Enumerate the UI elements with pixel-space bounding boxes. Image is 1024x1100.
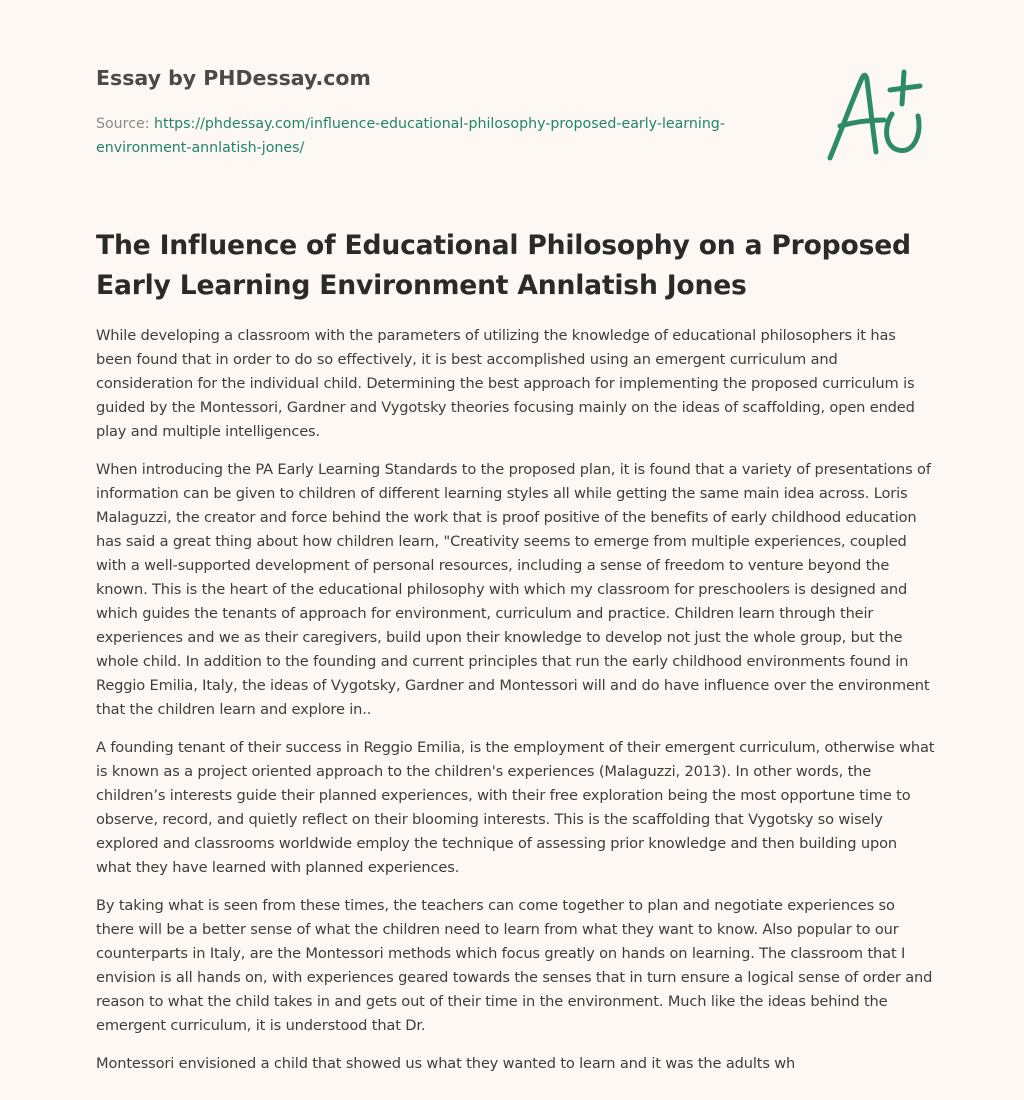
page-header	[96, 64, 776, 160]
source-label: Source:	[96, 116, 155, 132]
essay-paragraph: When introducing the PA Early Learning Standards to the proposed plan, it is found that a variety of presentations of information can be given to children of different learning styles all while getting the same main idea across. Loris Malaguzzi, the creator and force behind the work that is proof positive of the benefits of early childhood education has said a great thing about how children learn, "Creativity seems to emerge from multiple experiences, coupled with a well-supported development of personal resources, including a sense of freedom to venture beyond the known. This is the heart of the educational philosophy with which my classroom for preschoolers is designed and which guides the tenants of approach for environment, curriculum and practice. Children learn through their experiences and we as their caregivers, build upon their knowledge to develop not just the whole group, but the whole child. In addition to the founding and current principles that run the early childhood environments found in Reggio Emilia, Italy, the ideas of Vygotsky, Gardner and Montessori will and do have influence over the environment that the children learn and explore in..	[96, 461, 931, 718]
site-title: Essay by PHDessay.com	[96, 66, 371, 90]
essay-paragraph: By taking what is seen from these times, the teachers can come together to plan and negotiate experiences so there will be a better sense of what the children need to learn from what they want to know. Also popular to our counterparts in Italy, are the Montessori methods which focus greatly on hands on learning. The classroom that I envision is all hands on, with experiences geared towards the senses that in turn ensure a logical sense of order and reason to what the child takes in and gets out of their time in the environment. Much like the ideas behind the emergent curriculum, it is understood that Dr.	[96, 897, 933, 1034]
essay-paragraph: A founding tenant of their success in Reggio Emilia, is the employment of their emergent curriculum, otherwise what is known as a project oriented approach to the children's experiences (Malaguzzi, 2013). In other words, the children’s interests guide their planned experiences, with their free exploration being the most opportune time to observe, record, and quietly reflect on their blooming interests. This is the scaffolding that Vygotsky so wisely explored and classrooms worldwide employ the technique of assessing prior knowledge and then building upon what they have learned with planned experiences.	[96, 739, 935, 876]
source-line	[96, 112, 776, 160]
essay-paragraph: While developing a classroom with the parameters of utilizing the knowledge of educational philosophers it has been found that in order to do so effectively, it is best accomplished using an emergent curriculum and consideration for the individual child. Determining the best approach for implementing the proposed curriculum is guided by the Montessori, Gardner and Vygotsky theories focusing mainly on the ideas of scaffolding, open ended play and multiple intelligences.	[96, 327, 915, 440]
essay-title: The Influence of Educational Philosophy on a Proposed Early Learning Environment Annlatish Jones	[96, 230, 911, 301]
essay-body	[96, 324, 936, 1090]
source-link[interactable]: https://phdessay.com/influence-educational-philosophy-proposed-early-learning-environment-annlatish-jones/	[96, 116, 725, 156]
essay-paragraph: Montessori envisioned a child that showed us what they wanted to learn and it was the adults wh	[96, 1055, 796, 1072]
a-plus-grade-icon	[818, 64, 928, 164]
